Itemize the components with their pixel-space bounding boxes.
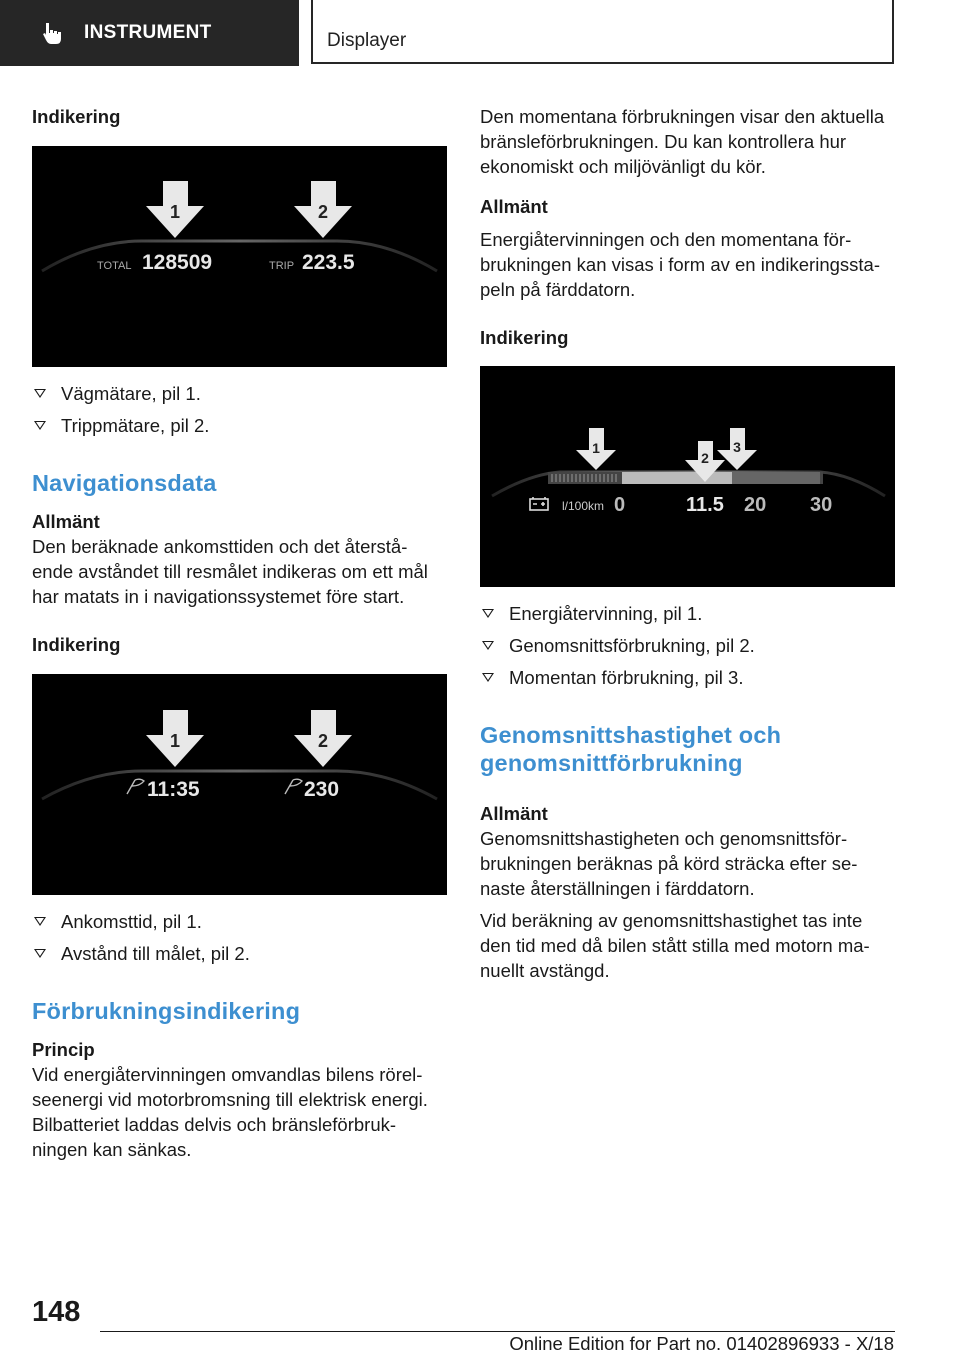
edition-text: Online Edition for Part no. 01402896933 - X/18 [509,1333,894,1354]
heading-forbrukningsindikering: Förbrukningsindikering [32,998,301,1024]
unit-label: l/100km [562,499,605,513]
arrow-2-number: 2 [701,450,709,466]
heading-genomsnitt: Genomsnittshastighet och genomsnittförbrukning [480,722,782,776]
label-total: TOTAL [97,260,132,272]
value-average: 11.5 [686,494,724,516]
figure-navigation-display [32,674,447,895]
arrow-2-number: 2 [317,731,329,751]
flag-icon [127,779,144,794]
paragraph-genomsnitt-1: Genomsnittshastigheten och genomsnittsför- brukningen beräknas på körd sträcka efter se- naste återställningen i färddatorn. [480,828,858,899]
paragraph-genomsnitt-2: Vid beräkning av genomsnittshastighet tas inte den tid med då bilen stått stilla med motorn ma- nuellt avstängd. [480,910,870,981]
heading-indikering-1: Indikering [32,106,121,127]
pointing-hand-icon [40,20,66,46]
paragraph-momentan: Den momentana förbrukningen visar den aktuella bränsleförbrukningen. Du kan kontrollera hur ekonomiskt och miljövänligt du kör. [480,106,885,177]
scale-tick-0: 0 [614,494,626,516]
value-trip: 223.5 [302,251,355,274]
flag-icon [285,779,302,794]
list-item: Trippmätare, pil 2. [32,413,448,438]
section-tab [0,0,299,66]
footer-divider [100,1331,895,1332]
arrow-3-number: 3 [733,439,741,455]
arrow-2-number: 2 [317,202,329,222]
list-consumption [480,601,896,690]
value-arrival-time: 11:35 [147,778,200,801]
value-distance: 230 [304,778,340,801]
paragraph-navigation: Den beräknade ankomsttiden och det återstå- ende avståndet till resmålet indikeras om ett mål har matats in i navigationssystemet före start. [32,536,428,607]
triangle-bullet-icon [34,917,46,926]
arrow-1-number: 1 [169,731,181,751]
triangle-bullet-icon [34,949,46,958]
label-trip: TRIP [269,260,295,272]
heading-indikering-3: Indikering [480,327,569,348]
subheading-allmant: Allmänt [480,196,548,217]
scale-tick-30: 30 [810,494,833,516]
subheading-princip: Princip [32,1039,95,1060]
list-item: Vägmätare, pil 1. [32,381,448,406]
scale-tick-20: 20 [744,494,767,516]
section-title: INSTRUMENT [84,22,212,43]
arrow-1-number: 1 [592,440,600,456]
heading-navigationsdata: Navigationsdata [32,470,217,496]
value-total: 128509 [142,251,213,274]
left-column [32,100,448,1162]
triangle-bullet-icon [482,641,494,650]
right-column [480,100,896,983]
heading-indikering-2: Indikering [32,634,121,655]
list-navigation [32,909,448,966]
list-item: Ankomsttid, pil 1. [32,909,448,934]
paragraph-energi: Energiåtervinningen och den momentana för- brukningen kan visas i form av en indikeringssta- peln på färddatorn. [480,229,880,300]
paragraph-princip: Vid energiåtervinningen omvandlas bilens rörel- seenergi vid motorbromsning till elektrisk energi. Bilbatteriet laddas delvis och bränsleförbruk- ningen kan sänkas. [32,1064,428,1160]
page-number: 148 [32,1296,81,1328]
subheading-allmant-2: Allmänt [480,803,548,824]
subheading-allmant: Allmänt [32,511,100,532]
list-item: Genomsnittsförbrukning, pil 2. [480,633,896,658]
list-odometer [32,381,448,438]
battery-icon [530,497,548,510]
triangle-bullet-icon [34,389,46,398]
list-item: Avstånd till målet, pil 2. [32,941,448,966]
figure-consumption-display [480,366,895,587]
triangle-bullet-icon [482,673,494,682]
subsection-title: Displayer [327,30,407,51]
arrow-1-number: 1 [169,202,181,222]
list-item: Momentan förbrukning, pil 3. [480,665,896,690]
figure-odometer-display [32,146,447,367]
subsection-header [311,0,894,64]
triangle-bullet-icon [482,609,494,618]
list-item: Energiåtervinning, pil 1. [480,601,896,626]
triangle-bullet-icon [34,421,46,430]
